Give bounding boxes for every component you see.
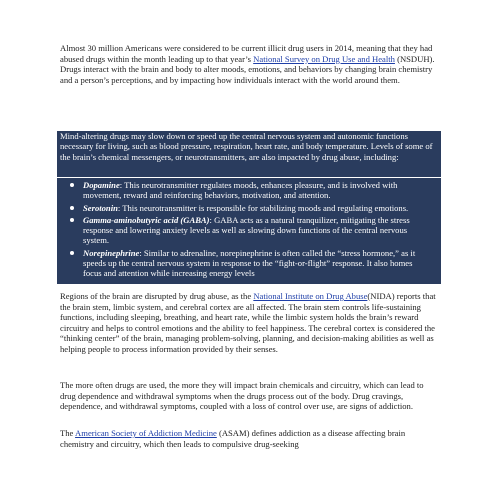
nsduh-link[interactable]: National Survey on Drug Use and Health — [253, 53, 395, 64]
term-description: : GABA acts as a natural tranquilizer, mitigating the stress response and lowering anxiety levels as well as slowing down functions of the central nervous system. — [83, 214, 410, 246]
bullet-icon — [70, 218, 74, 222]
neurotransmitter-list-block — [57, 178, 441, 284]
asam-text-tail: (ASAM) defines addiction as a disease affecting brain chemistry and circuitry, which then leads to compulsive drug-seeking — [60, 428, 406, 449]
term-description: : Similar to adrenaline, norepinephrine is often called the “stress hormone,” as it speeds up the central nervous system in response to the “fight-or-flight” response. It also homes focus and attention while increasing energy levels — [83, 247, 416, 279]
list-item-gaba — [83, 215, 433, 246]
nida-link[interactable]: National Institute on Drug Abuse — [253, 291, 368, 301]
intro-text-tail: (NSDUH). Drugs interact with the brain and body to alter moods, emotions, and behaviors by changing brain chemistry and a person’s perceptions, and by impacting how individuals interact with the world around them. — [60, 53, 435, 85]
term-description: : This neurotransmitter is responsible for stabilizing moods and regulating emotions. — [117, 202, 409, 213]
brain-regions-text-tail: (NIDA) reports that the brain stem, limbic system, and cerebral cortex are all affected. The brain stem controls life-sustaining functions, including sleeping, breathing, and heart rate, while the limbic system holds the brain’s reward circuitry and helps to control emotions and the ability to feel happiness. The cerebral cortex is considered the “thinking center” of the brain, managing problem-solving, planning, and decision-making abilities as well as helping people to process information provided by their senses. — [60, 291, 436, 354]
brain-regions-text: Regions of the brain are disrupted by drug abuse, as the — [60, 291, 254, 301]
highlight-text: Mind-altering drugs may slow down or speed up the central nervous system and autonomic functions necessary for living, such as blood pressure, respiration, heart rate, and body temperature. Levels of some of the brain’s chemical messengers, or neurotransmitters, are also impacted by drug abuse, including: — [60, 131, 433, 162]
term-label: Dopamine — [83, 180, 120, 190]
asam-link[interactable]: American Society of Addiction Medicine — [75, 428, 217, 438]
bullet-icon — [70, 251, 74, 255]
addiction-text: The more often drugs are used, the more they will impact brain chemicals and circuitry, which can lead to drug dependence and withdrawal symptoms when the drugs process out of the body. Drug cravings, dependence, and withdrawal symptoms, coupled with a loss of control over use, are signs of addiction. — [60, 380, 424, 412]
asam-text: The — [60, 428, 76, 438]
neurotransmitter-list — [57, 180, 441, 279]
bullet-icon — [70, 206, 74, 210]
list-item-serotonin — [83, 203, 433, 213]
intro-paragraph — [60, 43, 438, 85]
brain-regions-paragraph — [60, 291, 438, 355]
intro-text: Almost 30 million Americans were considered to be current illicit drug users in 2014, meaning that they had abused drugs within the month leading up to that year’s — [60, 43, 433, 64]
list-item-dopamine — [83, 180, 433, 201]
highlight-block — [57, 131, 441, 177]
list-item-norepinephrine — [83, 248, 433, 279]
addiction-paragraph — [60, 380, 438, 412]
term-label: Serotonin — [83, 202, 118, 213]
bullet-icon — [70, 183, 74, 187]
term-label: Norepinephrine — [83, 247, 140, 258]
asam-paragraph — [60, 428, 438, 449]
term-label: Gamma-aminobutyric acid (GABA) — [83, 214, 210, 225]
term-description: : This neurotransmitter regulates moods, enhances pleasure, and is involved with movement, reward and reinforcing behaviors, motivation, and attention. — [83, 180, 398, 201]
